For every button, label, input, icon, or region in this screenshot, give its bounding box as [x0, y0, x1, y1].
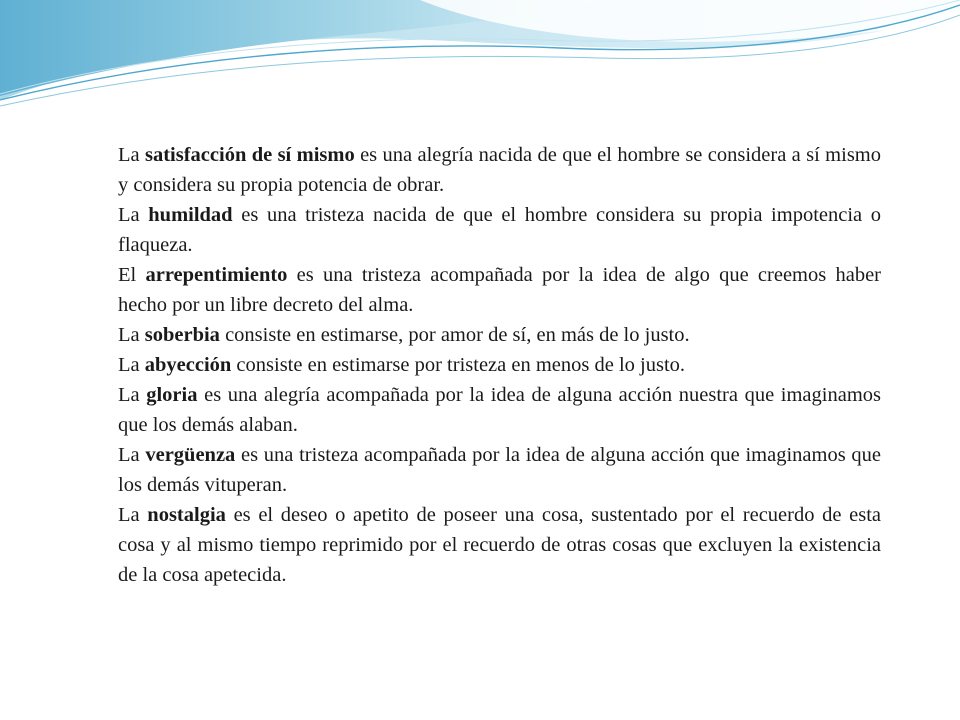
definition-text: es una tristeza acompañada por la idea de alguna acción que imaginamos que los demás vituperan.: [118, 444, 882, 496]
definition-text: es una alegría acompañada por la idea de alguna acción nuestra que imaginamos que los demás alaban.: [118, 384, 881, 436]
paragraph-lead: El: [118, 264, 137, 286]
defined-term: nostalgia: [147, 504, 226, 526]
definition-paragraph: [118, 260, 881, 320]
defined-term: soberbia: [144, 324, 220, 346]
definition-paragraph: [118, 440, 881, 500]
paragraph-lead: La: [118, 324, 140, 346]
definition-text: es una alegría nacida de que el hombre se considera a sí mismo y considera su propia potencia de obrar.: [118, 144, 881, 196]
defined-term: arrepentimiento: [145, 264, 288, 286]
defined-term: gloria: [146, 384, 198, 406]
definition-paragraph: [118, 320, 881, 350]
paragraph-lead: La: [118, 354, 140, 376]
definition-text: consiste en estimarse por tristeza en menos de lo justo.: [236, 354, 686, 376]
paragraph-lead: La: [118, 444, 140, 466]
definition-paragraph: [118, 350, 881, 380]
definitions-text: [118, 140, 881, 590]
definition-text: es el deseo o apetito de poseer una cosa, sustentado por el recuerdo de esta cosa y al mismo tiempo reprimido por el recuerdo de otras cosas que excluyen la existencia de la cosa apetecida.: [118, 504, 882, 586]
definition-paragraph: [118, 380, 881, 440]
defined-term: vergüenza: [145, 444, 236, 466]
paragraph-lead: La: [118, 504, 140, 526]
definition-text: es una tristeza acompañada por la idea de algo que creemos haber hecho por un libre decreto del alma.: [118, 264, 881, 316]
paragraph-lead: La: [118, 384, 140, 406]
definition-paragraph: [118, 140, 881, 200]
defined-term: satisfacción de sí mismo: [145, 144, 355, 166]
definition-paragraph: [118, 200, 881, 260]
definition-text: consiste en estimarse, por amor de sí, en más de lo justo.: [225, 324, 690, 346]
paragraph-lead: La: [118, 204, 140, 226]
paragraph-lead: La: [118, 144, 140, 166]
defined-term: abyección: [144, 354, 232, 376]
defined-term: humildad: [148, 204, 233, 226]
definition-paragraph: [118, 500, 881, 590]
definition-text: es una tristeza nacida de que el hombre considera su propia impotencia o flaqueza.: [118, 204, 882, 256]
header-wave-decoration: [0, 0, 960, 120]
